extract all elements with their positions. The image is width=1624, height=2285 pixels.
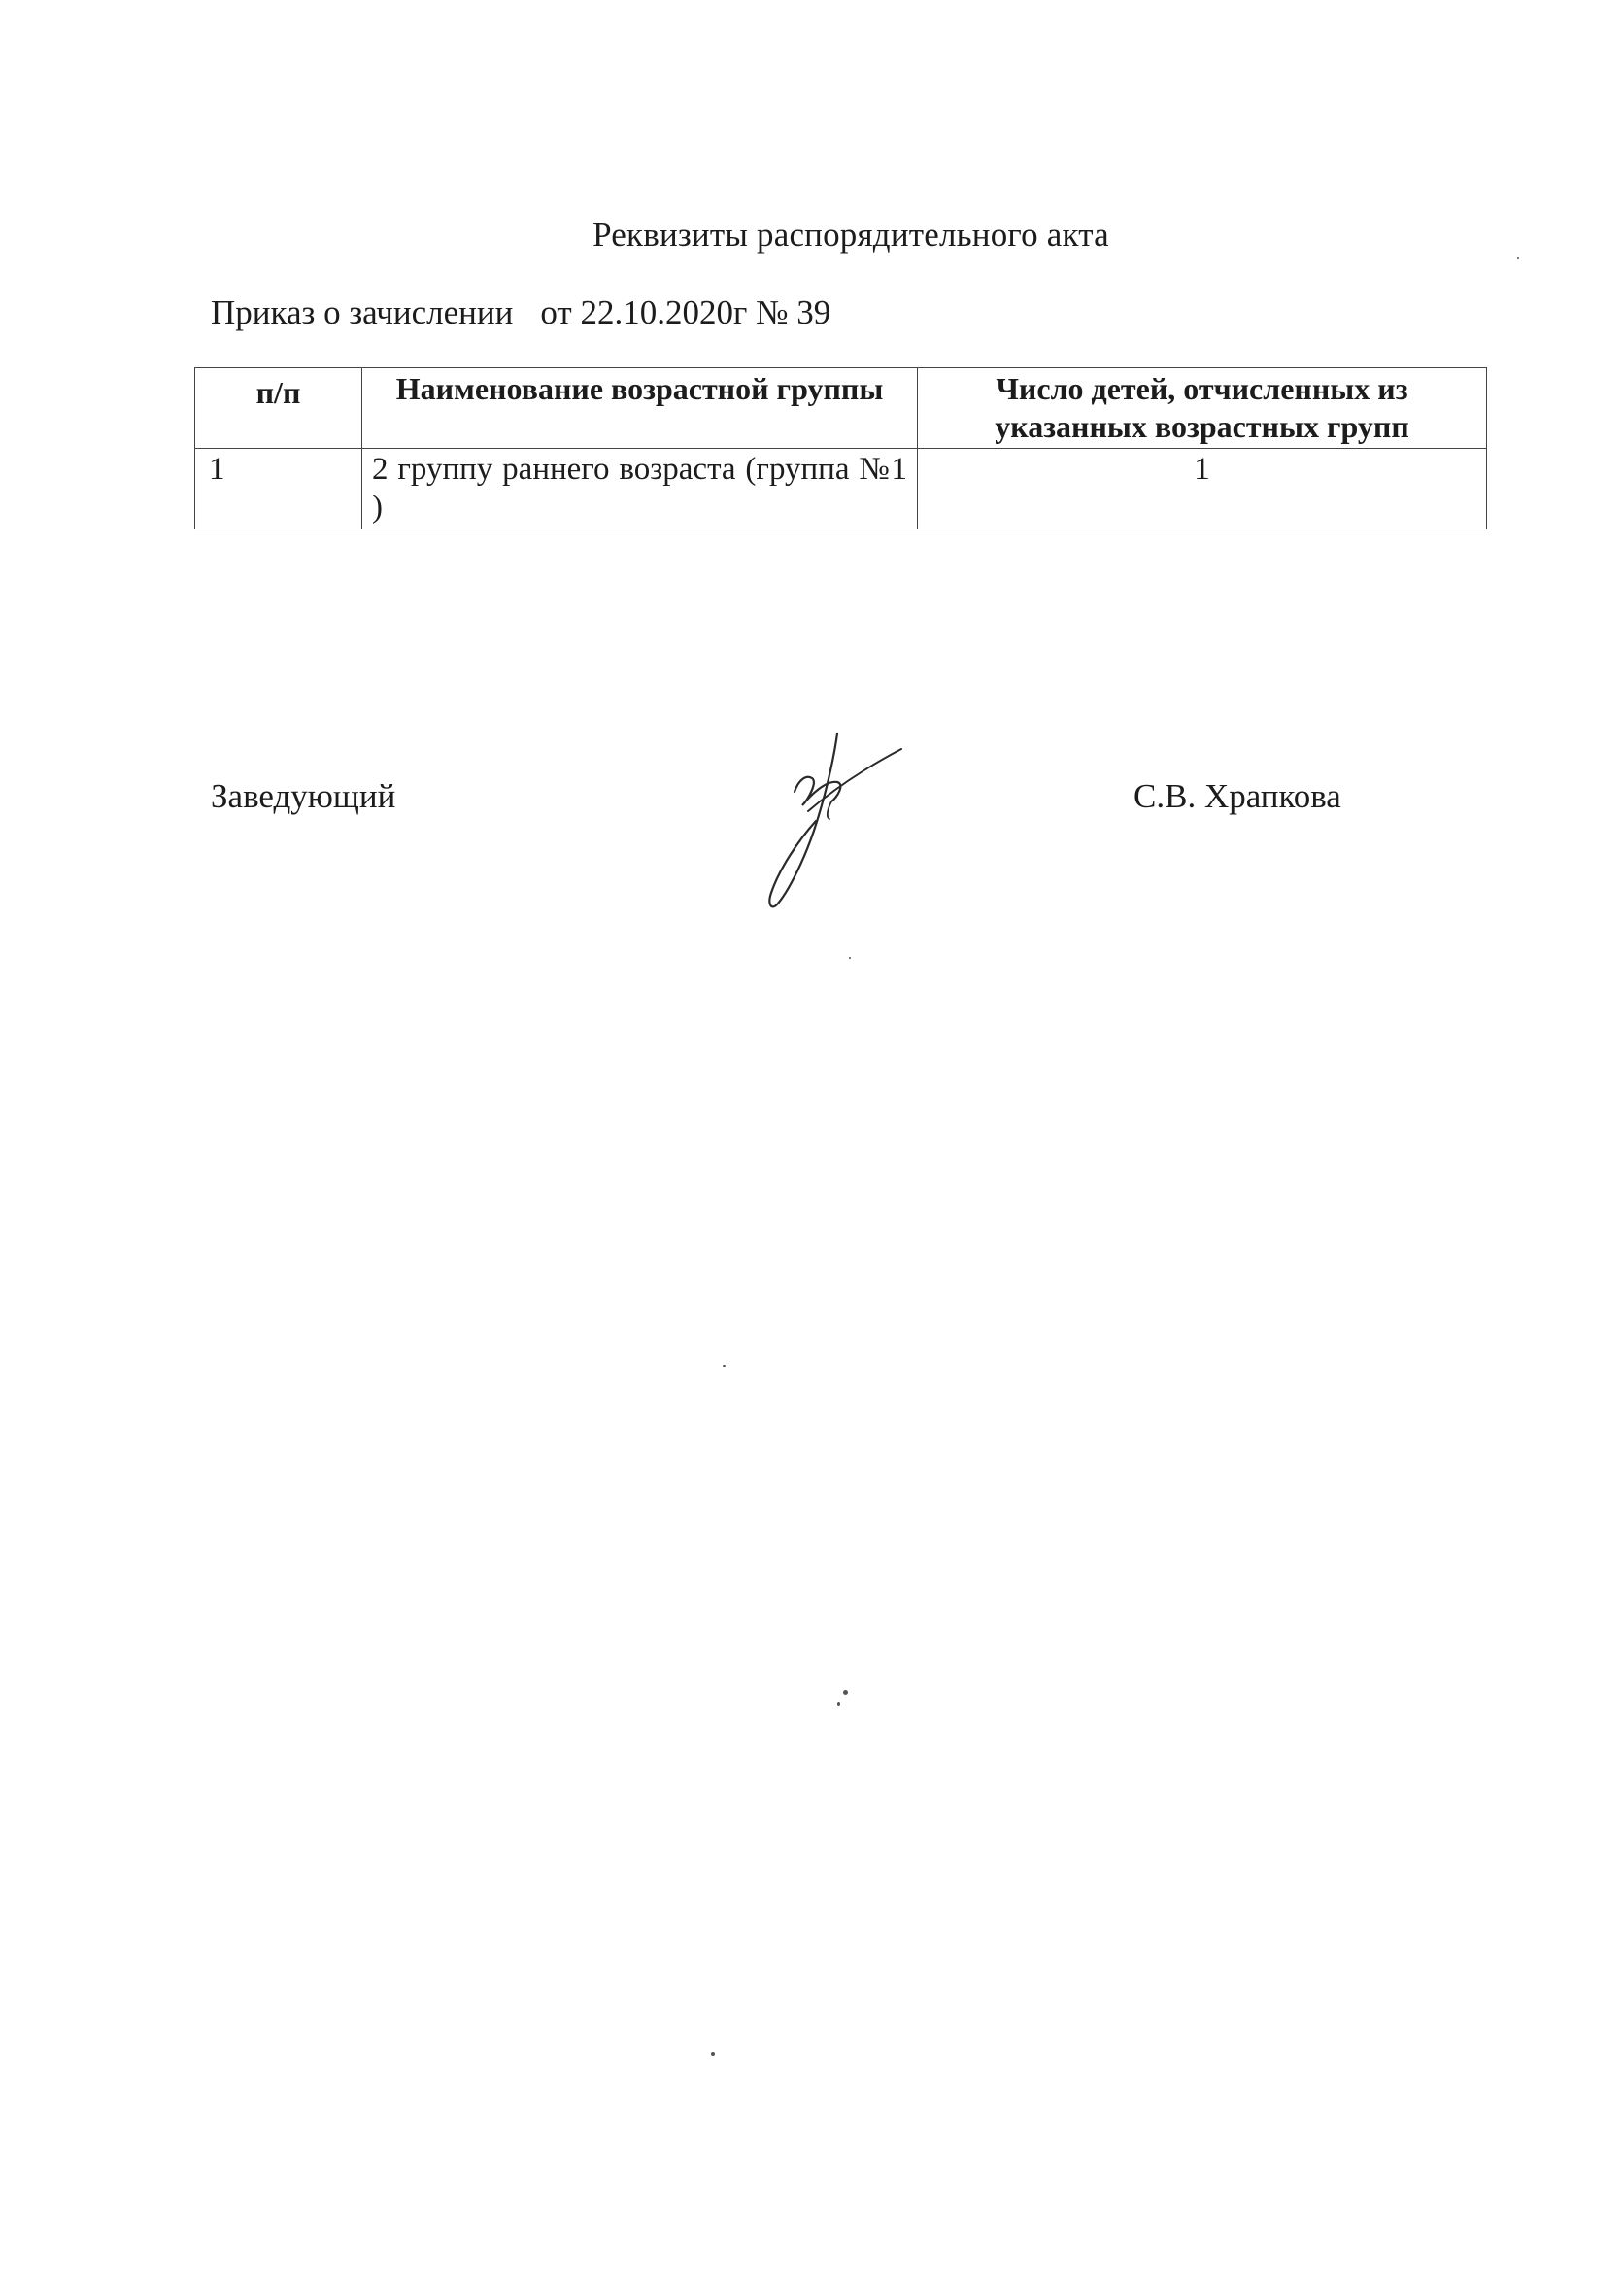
- scan-speck: [843, 1690, 848, 1695]
- order-label: Приказ о зачислении: [211, 293, 514, 331]
- scan-speck: [723, 1365, 726, 1367]
- cell-num: 1: [195, 449, 362, 529]
- scan-speck: [1517, 257, 1519, 259]
- signatory-role: Заведующий: [211, 777, 396, 815]
- column-header-group: Наименование возрастной группы: [362, 368, 918, 449]
- column-header-count: Число детей, отчисленных из указанных возрастных групп: [918, 368, 1487, 449]
- scan-speck: [711, 2052, 715, 2056]
- handwritten-signature-icon: [748, 724, 923, 913]
- table-header-row: [195, 368, 1487, 449]
- signatory-name: С.В. Храпкова: [1133, 777, 1341, 815]
- table-row: [195, 449, 1487, 529]
- age-groups-table: [194, 367, 1487, 529]
- column-header-num: п/п: [195, 368, 362, 449]
- cell-children-count: 1: [918, 449, 1487, 529]
- scan-speck: [849, 957, 851, 959]
- order-date-number: от 22.10.2020г № 39: [540, 293, 831, 331]
- cell-group-name: 2 группу раннего возраста (группа №1 ): [362, 449, 918, 529]
- document-title: Реквизиты распорядительного акта: [592, 216, 1109, 254]
- order-line: [211, 293, 830, 332]
- scan-speck: [837, 1702, 840, 1706]
